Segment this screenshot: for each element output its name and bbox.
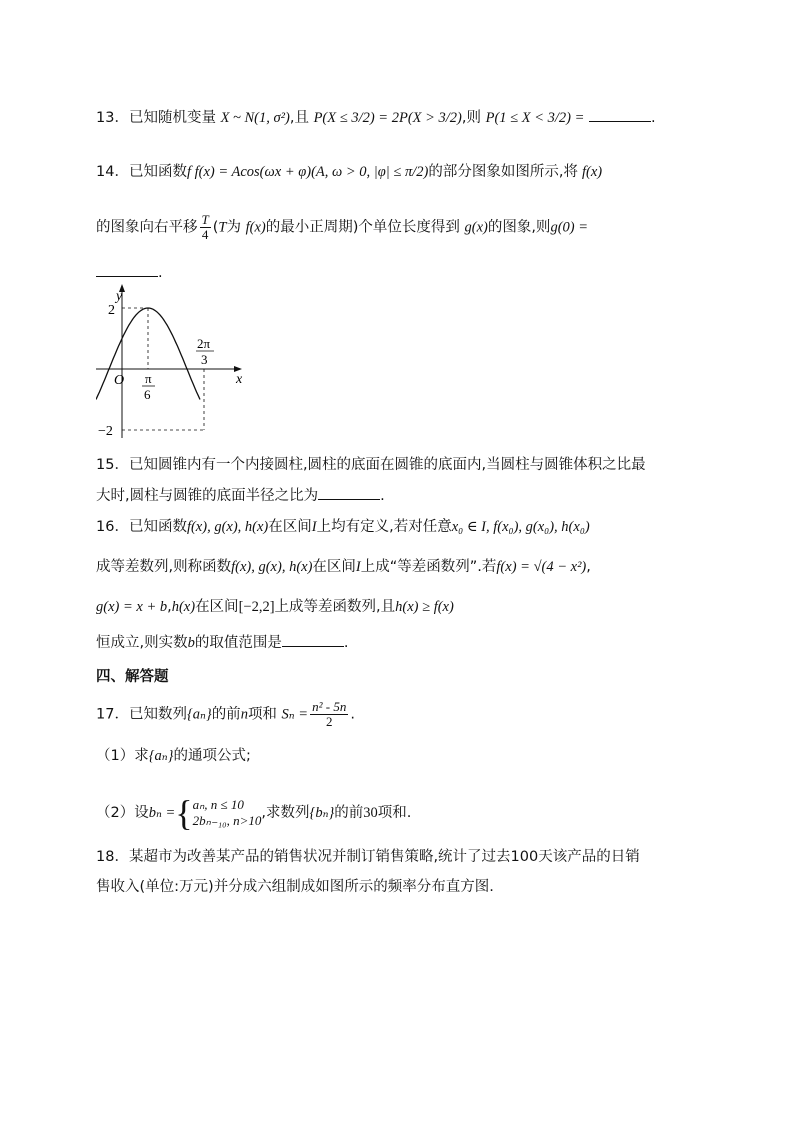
q18-line1: 18．某超市为改善某产品的销售状况并制订销售策略,统计了过去100天该产品的日销 [96, 849, 640, 865]
q16-comma: , [167, 599, 172, 615]
q16-functions: f(x), g(x), h(x) [186, 519, 269, 535]
q17-n-symbol: n [240, 706, 248, 723]
two-pi-over-3-numerator: 2π [197, 336, 211, 351]
q17-thirty: 30 [363, 805, 378, 821]
q16-b-symbol: b [187, 635, 195, 651]
q17-part2-a: （2）设 [96, 805, 149, 821]
q16-line2-d: , [586, 559, 591, 575]
q14-text-1: 已知函数 [128, 164, 187, 180]
q17-text-2: 的前 [211, 706, 241, 723]
q13-text-2: ,且 [289, 110, 309, 126]
y-max-label: 2 [108, 303, 115, 318]
q17-sum-numerator: n² - 5n [312, 699, 347, 714]
q16-line3-a: 在区间 [195, 599, 239, 615]
origin-label: O [114, 373, 125, 388]
q17-sum-fraction [310, 700, 348, 729]
q16-number: 16． [96, 519, 129, 535]
q14-line2-b: ( [212, 219, 219, 236]
question-17-part-1 [96, 746, 251, 766]
q16-functions-2: f(x), g(x), h(x) [231, 559, 313, 575]
question-16-line-3 [96, 597, 454, 617]
question-17 [96, 700, 355, 729]
q16-line4-b: 的取值范围是 [194, 635, 282, 651]
q16-end: . [343, 635, 349, 651]
q14-line2-c: 为 [226, 219, 241, 236]
q14-fx: f(x) [581, 164, 603, 180]
q16-line3-b: 上成等差函数列,且 [274, 599, 396, 615]
q14-line2-d: 的最小正周期)个单位长度得到 [265, 219, 460, 236]
q14-function-graph [96, 280, 246, 440]
section-heading: 四、解答题 [96, 669, 169, 685]
question-18-line-2 [96, 877, 494, 897]
q15-end: . [380, 488, 385, 504]
q17-text-1: 已知数列 [128, 706, 187, 723]
q16-interval: [−2,2] [238, 599, 275, 615]
q17-sum-symbol: Sₙ = [281, 706, 309, 723]
q17-piecewise [193, 797, 262, 829]
q16-x0-condition: x₀ ∈ I, f(x₀), g(x₀), h(x₀) [451, 519, 590, 535]
q16-interval-symbol-2: I [355, 559, 361, 575]
q14-number: 14． [96, 164, 129, 180]
question-16-line-2 [96, 557, 591, 577]
question-14-line-2 [96, 213, 588, 242]
q17-part2-d: 项和. [377, 805, 412, 821]
q14-line2-a: 的图象向右平移 [96, 219, 198, 236]
q17-case-2: 2bₙ₋₁₀, n>10 [192, 813, 262, 828]
q16-text-1: 已知函数 [128, 519, 187, 535]
q16-interval-symbol: I [311, 519, 317, 535]
x-axis-label: x [236, 372, 243, 387]
q18-line2: 售收入(单位:万元)并分成六组制成如图所示的频率分布直方图. [96, 879, 494, 895]
question-16-line-1 [96, 517, 590, 537]
question-18-line-1 [96, 847, 640, 867]
q14-line2-e: 的图象,则 [487, 219, 551, 236]
q16-line2-b: 在区间 [312, 559, 356, 575]
question-16-line-4 [96, 632, 348, 653]
q17-sequence: {aₙ} [186, 706, 212, 723]
q14-end: . [158, 265, 163, 281]
q17-piecewise-brace: { [175, 793, 193, 833]
q13-probability-asked: P(1 ≤ X < 3/2) = [485, 110, 585, 126]
q17-part1-b: 的通项公式; [173, 748, 251, 764]
q17-part2-c: 的前 [334, 805, 364, 821]
q16-text-3: 上均有定义,若对任意 [316, 519, 452, 535]
q16-line2-c: 上成“等差函数列”.若 [360, 559, 497, 575]
q16-g-definition: g(x) = x + b [96, 599, 168, 615]
q14-answer-blank[interactable] [96, 262, 158, 277]
q17-b-sequence: {bₙ} [309, 805, 335, 821]
q14-fraction-num: T [201, 212, 209, 227]
q14-shift-fraction [200, 213, 211, 242]
q14-period-symbol: T [218, 219, 227, 236]
q13-text-3: ,则 [461, 110, 481, 126]
q14-gx: g(x) [464, 219, 488, 236]
q14-g0: g(0) = [550, 219, 589, 236]
pi-over-6-denominator: 6 [144, 387, 151, 402]
q17-bn-symbol: bₙ = [148, 805, 176, 821]
y-axis-label: y [116, 289, 123, 304]
q16-hx: h(x) [171, 599, 196, 615]
q15-line2: 大时,圆柱与圆锥的底面半径之比为 [96, 488, 319, 504]
q16-text-2: 在区间 [268, 519, 312, 535]
pi-over-6-numerator: π [145, 371, 152, 386]
q16-line2-a: 成等差数列,则称函数 [96, 559, 232, 575]
q17-end: . [350, 706, 355, 723]
q17-case-1: aₙ, n ≤ 10 [192, 797, 244, 812]
q14-function: f f(x) = Acos(ωx + φ)(A, ω > 0, |φ| ≤ π/2) [186, 164, 429, 180]
question-15-line-2 [96, 485, 385, 506]
q14-fx-2: f(x) [245, 219, 266, 236]
q16-answer-blank[interactable] [282, 632, 344, 647]
q17-part1-sequence: {aₙ} [148, 748, 174, 764]
q14-fraction-den: 4 [201, 227, 209, 242]
q16-inequality: h(x) ≥ f(x) [395, 599, 454, 615]
question-14-line-1 [96, 162, 602, 182]
q13-number: 13． [96, 110, 129, 126]
q16-f-definition: f(x) = √(4 − x²) [496, 559, 587, 575]
q14-text-2: 的部分图象如图所示,将 [428, 164, 578, 180]
two-pi-over-3-denominator: 3 [201, 352, 208, 367]
q17-number: 17． [96, 706, 129, 723]
q13-answer-blank[interactable] [589, 107, 651, 122]
question-13 [96, 107, 656, 128]
question-17-part-2 [96, 793, 412, 833]
q13-probability-condition: P(X ≤ 3/2) = 2P(X > 3/2) [313, 110, 462, 126]
q16-line4-a: 恒成立,则实数 [96, 635, 188, 651]
q17-text-3: 项和 [247, 706, 277, 723]
q15-line1: 15．已知圆锥内有一个内接圆柱,圆柱的底面在圆锥的底面内,当圆柱与圆锥体积之比最 [96, 457, 646, 473]
q17-sum-denominator: 2 [325, 714, 333, 729]
q17-part1-a: （1）求 [96, 748, 149, 764]
q15-answer-blank[interactable] [318, 485, 380, 500]
question-15-line-1 [96, 455, 646, 475]
q13-end: . [651, 110, 656, 126]
y-min-label: −2 [98, 424, 113, 439]
q13-distribution: X ~ N(1, σ²) [220, 110, 290, 126]
q13-text-1: 已知随机变量 [128, 110, 216, 126]
q17-part2-b: ,求数列 [261, 805, 310, 821]
